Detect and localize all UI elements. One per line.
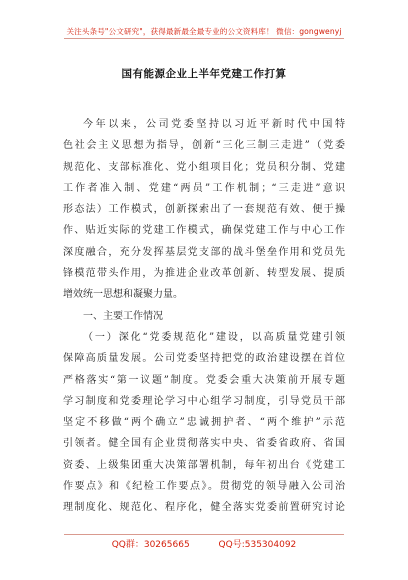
body-line: 作要点》和《纪检工作要点》。贯彻党的领导融入公司治: [63, 481, 345, 493]
body-line: 学习制度和党委理论学习中心组学习制度，引导党员干部: [63, 395, 345, 407]
body-line: 今年以来，公司党委坚持以习近平新时代中国特: [83, 119, 345, 130]
footer-contact: [0, 537, 408, 550]
body-line: 严格落实“第一议题”制度。党委会重大决策前开展专题: [63, 374, 345, 386]
body-line: 资委、上级集团重大决策部署机制，每年初出台《党建工: [63, 459, 345, 471]
body-line: 锋模范带头作用，为推进企业改革创新、转型发展、提质: [63, 268, 345, 280]
document-body: [63, 114, 345, 519]
body-line: 增效统一思想和凝聚力量。: [63, 289, 183, 301]
body-line: 坚定不移做“两个确立”忠诚拥护者、“两个维护”示范: [63, 417, 345, 429]
body-line: 保障高质量发展。公司党委坚持把党的政治建设摆在首位: [63, 353, 345, 365]
document-title: 国有能源企业上半年党建工作打算: [121, 68, 287, 80]
footer-divider: [64, 534, 344, 535]
body-line: 引领者。健全国有企业贯彻落实中央、省委省政府、省国: [63, 438, 345, 450]
section-heading: 一、主要工作情况: [83, 310, 163, 322]
body-line: 规范化、支部标准化、党小组项目化；党员积分制、党建: [63, 161, 345, 173]
body-line: 深度融合，充分发挥基层党支部的战斗堡垒作用和党员先: [63, 246, 345, 258]
header-divider: [64, 38, 344, 39]
body-line: 理制度化、规范化、程序化，健全落实党委前置研究讨论: [63, 502, 345, 514]
body-line: 形态法）工作模式，创新探索出了一套规范有效、便于操: [63, 204, 345, 216]
qq-group-number: QQ群：30265665: [111, 540, 190, 550]
body-line: 工作者准入制、党建“两员”工作机制；“三走进”意识: [63, 182, 345, 194]
promo-banner: 关注头条号"公文研究"，获得最新最全最专业的公文资料库！ 微信：gongwenyj: [66, 27, 342, 36]
qq-contact-number: QQ号:535304092: [218, 540, 297, 550]
body-line: （一）深化“党委规范化”建设，以高质量党建引领: [83, 331, 345, 343]
body-line: 作、贴近实际的党建工作模式，确保党建工作与中心工作: [63, 225, 345, 237]
body-line: 色社会主义思想为指导，创新“三化三制三走进”（党委: [63, 140, 345, 152]
